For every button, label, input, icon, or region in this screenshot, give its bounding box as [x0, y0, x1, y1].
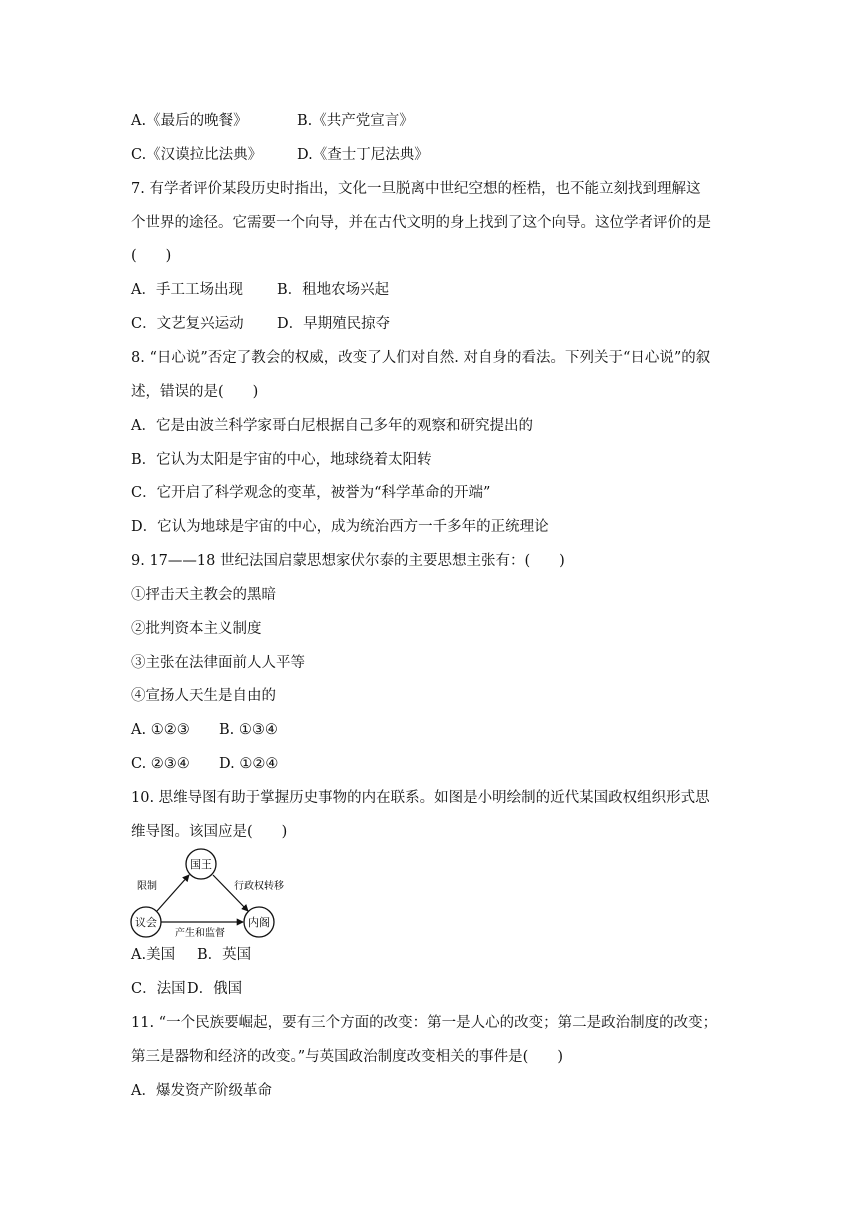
- q8-stem-line1: 8. “日心说”否定了教会的权威，改变了人们对自然. 对自身的看法。下列关于“日心说”的叙: [131, 350, 711, 366]
- q6-options-row1: [131, 111, 414, 131]
- node-cabinet-label: 内阁: [248, 916, 270, 929]
- q10-stem-line1: 10. 思维导图有助于掌握历史事物的内在联系。如图是小明绘制的近代某国政权组织形式思: [131, 790, 710, 806]
- q9-option-d: D. ①②④: [219, 756, 279, 772]
- q6-options-row2: [131, 145, 429, 165]
- edge-parliament-to-king: [157, 875, 189, 911]
- q7-options-row2: [131, 314, 390, 334]
- q9-options-row2: [131, 754, 278, 774]
- q8-option-a: A．它是由波兰科学家哥白尼根据自己多年的观察和研究提出的: [131, 418, 533, 434]
- q6-option-b: B.《共产党宣言》: [297, 113, 414, 129]
- q9-item-4: ④宣扬人天生是自由的: [131, 688, 276, 704]
- node-king-label: 国王: [190, 858, 212, 871]
- q6-option-d: D.《查士丁尼法典》: [297, 147, 429, 163]
- q7-options-row1: [131, 280, 389, 300]
- q11-stem-line2: 第三是器物和经济的改变。”与英国政治制度改变相关的事件是( ): [131, 1049, 563, 1065]
- q10-option-d: D．俄国: [187, 981, 243, 997]
- q8-option-b: B．它认为太阳是宇宙的中心，地球绕着太阳转: [131, 452, 432, 468]
- q7-option-d: D．早期殖民掠夺: [277, 316, 391, 332]
- q9-options-row1: [131, 720, 278, 740]
- q7-stem-line2: 个世界的途径。它需要一个向导，并在古代文明的身上找到了这个向导。这位学者评价的是: [131, 215, 711, 231]
- q7-option-b: B．租地农场兴起: [277, 282, 390, 298]
- q9-item-2: ②批判资本主义制度: [131, 621, 262, 637]
- q9-option-c: C. ②③④: [131, 756, 190, 772]
- q9-option-a: A. ①②③: [131, 722, 190, 738]
- q11-option-a: A．爆发资产阶级革命: [131, 1083, 272, 1099]
- q11-stem-line1: 11. “一个民族要崛起，要有三个方面的改变：第一是人心的改变；第二是政治制度的改变；: [131, 1015, 718, 1031]
- q9-option-b: B. ①③④: [219, 722, 278, 738]
- edge-left-label: 限制: [137, 881, 157, 892]
- mind-map-diagram: [128, 847, 284, 941]
- q7-stem-line1: 7. 有学者评价某段历史时指出，文化一旦脱离中世纪空想的桎梏，也不能立刻找到理解这: [131, 181, 701, 197]
- node-parliament-label: 议会: [135, 916, 157, 929]
- q7-option-a: A．手工工场出现: [131, 282, 243, 298]
- edge-right-label: 行政权转移: [234, 881, 284, 892]
- q7-option-c: C．文艺复兴运动: [131, 316, 244, 332]
- q8-option-d: D．它认为地球是宇宙的中心，成为统治西方一千多年的正统理论: [131, 519, 549, 535]
- q6-option-c: C.《汉谟拉比法典》: [131, 147, 263, 163]
- q10-option-c: C．法国: [131, 981, 186, 997]
- q7-answer-blank: ( ): [131, 248, 172, 264]
- q10-options-row2: [131, 979, 242, 999]
- q8-stem-line2: 述，错误的是( ): [131, 384, 259, 400]
- q8-option-c: C．它开启了科学观念的变革，被誉为“科学革命的开端”: [131, 485, 491, 501]
- q9-item-3: ③主张在法律面前人人平等: [131, 655, 305, 671]
- q9-stem-line1: 9. 17——18 世纪法国启蒙思想家伏尔泰的主要思想主张有：( ): [131, 553, 565, 569]
- q10-stem-line2: 维导图。该国应是( ): [131, 824, 288, 840]
- q10-option-b: B．英国: [197, 947, 252, 963]
- edge-bottom-label: 产生和监督: [175, 928, 225, 939]
- q6-option-a: A.《最后的晚餐》: [131, 113, 248, 129]
- q10-option-a: A.美国: [131, 947, 176, 963]
- q10-options-row1: [131, 945, 251, 965]
- q9-item-1: ①抨击天主教会的黑暗: [131, 587, 276, 603]
